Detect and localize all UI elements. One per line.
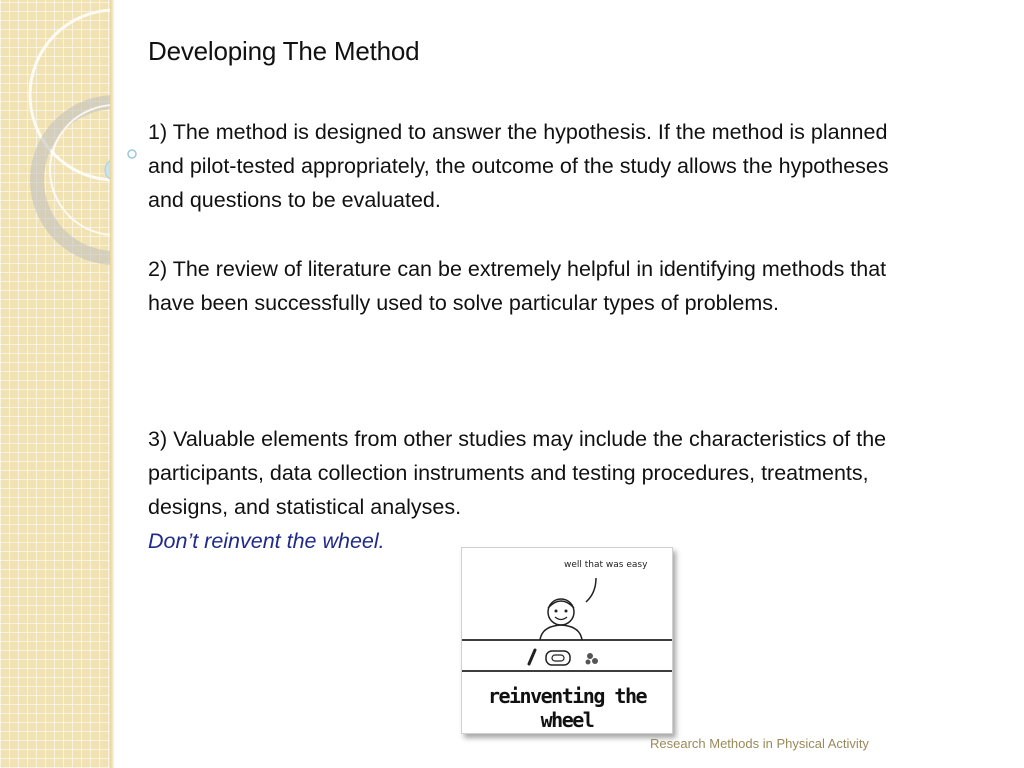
- paragraph-3: [148, 422, 918, 558]
- reinventing-wheel-cartoon: [461, 547, 673, 734]
- person-eye-left: [555, 610, 558, 613]
- cartoon-caption: reinventing the wheel: [487, 684, 647, 732]
- person-body-icon: [540, 625, 582, 640]
- paragraph-3-text: 3) Valuable elements from other studies may include the characteristics of the participants, data collection instruments and testing procedures, treatments, designs, and statistical analyses.: [148, 427, 887, 519]
- stone-wheel-icon: [546, 651, 570, 665]
- rock-icon: [587, 653, 593, 659]
- deco-small-bubble: [128, 150, 136, 158]
- cartoon-speech-text: well that was easy: [564, 560, 648, 570]
- rock-icon: [592, 658, 598, 664]
- paragraph-1: 1) The method is designed to answer the hypothesis. If the method is planned and pilot-tested appropriately, the outcome of the study allows the hypotheses and questions to be evaluated.: [148, 120, 889, 212]
- speech-pointer: [586, 578, 596, 602]
- paragraph-2: 2) The review of literature can be extremely helpful in identifying methods that have been successfully used to solve particular types of problems.: [148, 257, 887, 315]
- decorative-sidebar: [0, 0, 114, 768]
- emphasis-text: Don’t reinvent the wheel.: [148, 529, 385, 553]
- rock-icon: [586, 660, 591, 665]
- person-head-icon: [548, 599, 574, 625]
- slide-footer: Research Methods in Physical Activity: [650, 736, 869, 751]
- person-eye-right: [565, 610, 568, 613]
- sidebar-circles-decoration: [0, 0, 114, 768]
- slide-title: Developing The Method: [148, 36, 420, 66]
- chisel-icon: [529, 650, 535, 664]
- sidebar-edge: [110, 0, 114, 768]
